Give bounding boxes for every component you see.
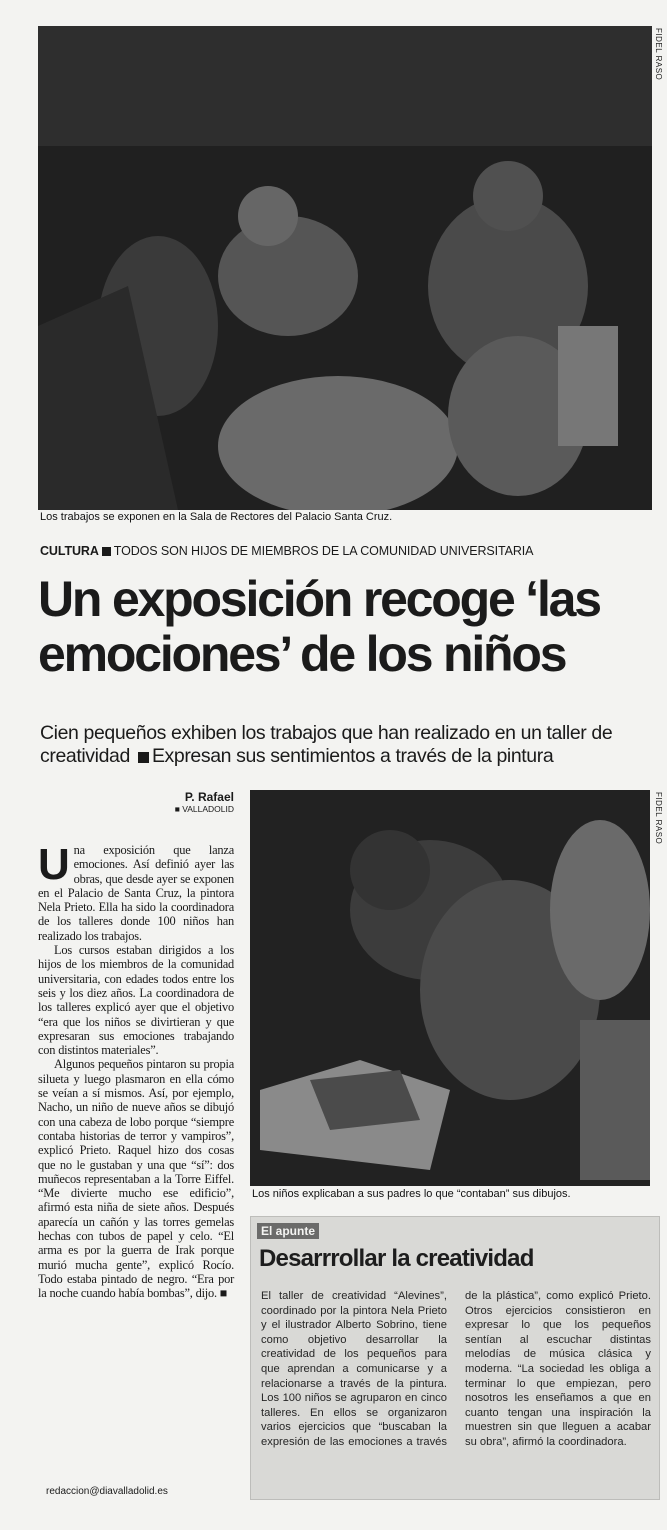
- middle-photo-image: [250, 790, 650, 1186]
- top-photo-image: [38, 26, 652, 510]
- author-email: redaccion@diavalladolid.es: [46, 1486, 168, 1497]
- subhead-part-2: Expresan sus sentimientos a través de la pintura: [151, 745, 554, 767]
- top-photo-credit: FIDEL RASO: [654, 28, 663, 81]
- middle-photo: [250, 790, 650, 1186]
- headline: Un exposición recoge ‘las emociones’ de los niños: [38, 571, 600, 682]
- byline: [38, 790, 234, 814]
- sidebar-text: El taller de creatividad “Alevines”, coordinado por la pintora Nela Prieto y el ilustrador Alberto Sobrino, tiene como objetivo desarrollar la creatividad de los pequeños para que aprendan a comunicarse y a relacionarse a través de la pintura. Los 100 niños se agruparon en cinco talleres. En ellos se organizaron varios ejercicios que “buscaban la expresión de las emociones a través de la plástica”, como explicó Prieto. Otros ejercicios consistieron en expresar lo que los pequeños sentían al escuchar distintas melodías de música clásica y moderna. “La sociedad les obliga a terminar lo que empiezan, pero nosotros les enseñamos a que en cuanto tengan una inspiración la muestren sin que lleguen a acabar su obra”, afirmó la coordinadora.: [261, 1290, 651, 1448]
- top-photo-caption: Los trabajos se exponen en la Sala de Rectores del Palacio Santa Cruz.: [40, 511, 393, 523]
- article-paragraph: Una exposición que lanza emociones. Así definió ayer las obras, que desde ayer se exponen en el Palacio de Santa Cruz, la pintora Nela Prieto. Ella ha sido la coordinadora de los talleres donde 100 niños han realizado los trabajos.: [38, 840, 234, 943]
- kicker: [40, 544, 533, 558]
- kicker-section: CULTURA: [40, 544, 99, 558]
- middle-photo-credit: FIDEL RASO: [654, 792, 663, 845]
- subhead: [40, 722, 660, 768]
- article-body: [38, 840, 234, 1483]
- middle-photo-caption: Los niños explicaban a sus padres lo que “contaban” sus dibujos.: [252, 1188, 571, 1200]
- article-paragraph: Los cursos estaban dirigidos a los hijos de los miembros de la comunidad universitaria, con edades todos entre los seis y los diez años. La coordinadora de los talleres explicó ayer que el objetivo “era que los niños se divirtieran y que expresaran sus emociones trabajando con distintos materiales”.: [38, 943, 234, 1058]
- sidebar-label: El apunte: [257, 1223, 319, 1239]
- article-paragraph: Algunos pequeños pintaron su propia silueta y luego plasmaron en ella cómo se veían a sí mismos. Así, por ejemplo, Nacho, un niño de nueve años se dibujó con una cabeza de lobo porque “siempre contaba historias de terror y vampiros”, explicó Prieto. Raquel hizo dos cosas que no le gustaban y una que “sí”: dos muñecos representaban a la Torre Eiffel. “Me divierte mucho ese edificio”, afirmó esta niña de siete años. Después aparecía un cañón y las torres gemelas hechas con tubos de papel y celo. “El arma es por la guerra de Irak porque murió mucha gente”, explicó Rocío. Todo estaba pintado de negro. “Era por la noche cuando había bombas”, dijo. ■: [38, 1057, 234, 1301]
- byline-place: ■ VALLADOLID: [174, 804, 234, 814]
- byline-author: P. Rafael: [184, 790, 234, 804]
- subhead-part-1: Cien pequeños exhiben los trabajos que han realizado en un taller de creatividad: [40, 722, 613, 767]
- sidebar-title: Desarrrollar la creatividad: [259, 1245, 534, 1272]
- sidebar-box: [250, 1216, 660, 1500]
- separator-square: [102, 547, 111, 556]
- top-photo: [38, 26, 652, 510]
- kicker-text: TODOS SON HIJOS DE MIEMBROS DE LA COMUNIDAD UNIVERSITARIA: [113, 544, 534, 558]
- drop-cap: U: [38, 840, 70, 889]
- end-mark: ■: [219, 1286, 228, 1301]
- separator-square: [138, 752, 149, 763]
